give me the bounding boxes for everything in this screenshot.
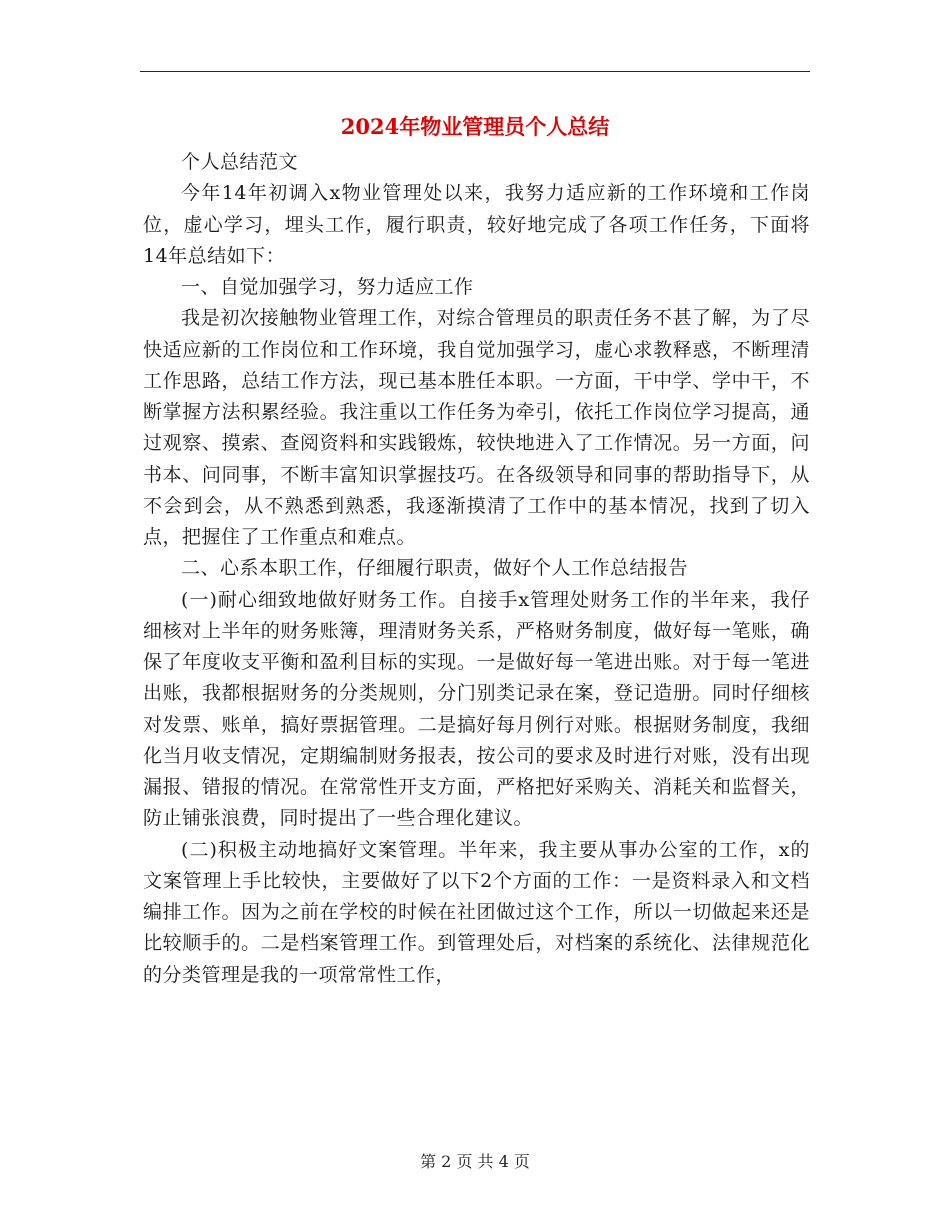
section-heading-1: 一、自觉加强学习，努力适应工作 (181, 276, 474, 298)
paragraph-subtitle: 个人总结范文 (181, 151, 299, 173)
paragraph-finance: (一)耐心细致地做好财务工作。自接手x管理处财务工作的半年来，我仔细核对上半年的财务账簿，理清财务关系，严格财务制度，做好每一笔账，确保了年度收支平衡和盈利目标的实现。一是做好每一笔进出账。对于每一笔进出账，我都根据财务的分类规则，分门别类记录在案，登记造册。同时仔细核对发票、账单，搞好票据管理。二是搞好每月例行对账。根据财务制度，我细化当月收支情况，定期编制财务报表，按公司的要求及时进行对账，没有出现漏报、错报的情况。在常常性开支方面，严格把好采购关、消耗关和监督关，防止铺张浪费，同时提出了一些合理化建议。 (143, 588, 810, 830)
section-heading-2: 二、心系本职工作，仔细履行职责，做好个人工作总结报告 (181, 557, 689, 580)
paragraph-documents: (二)积极主动地搞好文案管理。半年来，我主要从事办公室的工作，x的文案管理上手比较快，主要做好了以下2个方面的工作：一是资料录入和文档编排工作。因为之前在学校的时候在社团做过这个工作，所以一切做起来还是比较顺手的。二是档案管理工作。到管理处后，对档案的系统化、法律规范化的分类管理是我的一项常常性工作， (143, 838, 810, 986)
paragraph-section-1: 我是初次接触物业管理工作，对综合管理员的职责任务不甚了解，为了尽快适应新的工作岗位和工作环境，我自觉加强学习，虚心求教释惑，不断理清工作思路，总结工作方法，现已基本胜任本职。一方面，干中学、学中干，不断掌握方法积累经验。我注重以工作任务为牵引，依托工作岗位学习提高，通过观察、摸索、查阅资料和实践锻炼，较快地进入了工作情况。另一方面，问书本、问同事，不断丰富知识掌握技巧。在各级领导和同事的帮助指导下，从不会到会，从不熟悉到熟悉，我逐渐摸清了工作中的基本情况，找到了切入点，把握住了工作重点和难点。 (143, 307, 810, 548)
header-rule (140, 71, 810, 72)
page-number: 第 2 页 共 4 页 (420, 1152, 530, 1171)
paragraph-intro: 今年14年初调入x物业管理处以来，我努力适应新的工作环境和工作岗位，虚心学习，埋头工作，履行职责，较好地完成了各项工作任务，下面将14年总结如下： (143, 182, 810, 267)
document-title: 2024年物业管理员个人总结 (340, 114, 610, 139)
document-body (143, 147, 810, 991)
